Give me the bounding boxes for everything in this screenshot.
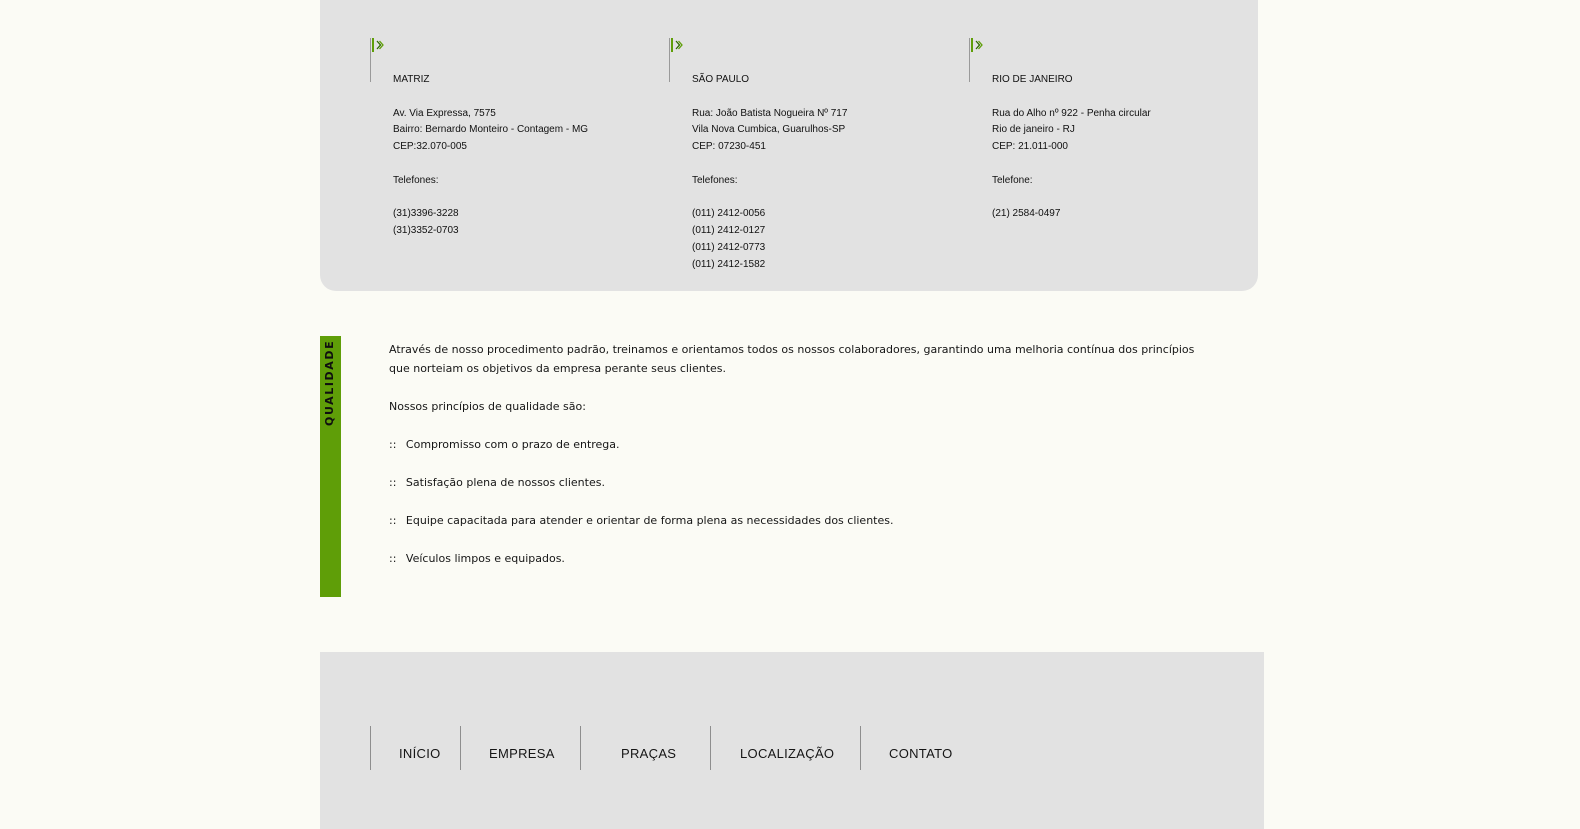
principle-text: Compromisso com o prazo de entrega. (405, 438, 620, 451)
quality-principle (389, 435, 1209, 454)
office-divider (969, 38, 970, 82)
nav-inicio[interactable] (370, 726, 460, 770)
nav-separator (370, 726, 371, 770)
nav-label[interactable]: PRAÇAS (621, 746, 677, 761)
office-title: MATRIZ (393, 74, 430, 85)
nav-separator (580, 726, 581, 770)
double-chevron-icon (971, 38, 983, 52)
quality-principles-label: Nossos princípios de qualidade são: (389, 400, 586, 413)
office-address-line: Av. Via Expressa, 7575 (393, 107, 496, 119)
principle-text: Equipe capacitada para atender e orientar de forma plena as necessidades dos clientes. (405, 514, 894, 527)
office-address-line: Vila Nova Cumbica, Guarulhos-SP (692, 124, 846, 136)
nav-pracas[interactable] (580, 726, 710, 770)
nav-label[interactable]: CONTATO (889, 746, 953, 761)
office-divider (370, 38, 371, 82)
office-phone: (011) 2412-0773 (692, 241, 766, 253)
footer (320, 652, 1264, 829)
office-phone: (011) 2412-1582 (692, 258, 766, 270)
office-phone: (011) 2412-0127 (692, 225, 766, 237)
office-divider (669, 38, 670, 82)
office-address-line: CEP: 21.011-000 (992, 141, 1068, 153)
office-address-line: Rio de janeiro - RJ (992, 124, 1075, 136)
bullet-marker: :: (389, 552, 397, 565)
quality-principle (389, 473, 1209, 492)
nav-label[interactable]: EMPRESA (489, 746, 555, 761)
quality-principle (389, 549, 1209, 568)
nav-separator (860, 726, 861, 770)
nav-label[interactable]: LOCALIZAÇÃO (740, 746, 835, 761)
offices-panel (320, 0, 1258, 291)
nav-localizacao[interactable] (710, 726, 860, 770)
office-title: SÃO PAULO (692, 74, 750, 85)
quality-intro: Através de nosso procedimento padrão, treinamos e orientamos todos os nossos colaboradores, garantindo uma melhoria contínua dos princípios que norteiam os objetivos da empresa perante seus clientes. (389, 343, 1195, 375)
nav-separator (710, 726, 711, 770)
office-phone: (21) 2584-0497 (992, 208, 1061, 220)
office-address-line: CEP: 07230-451 (692, 141, 766, 153)
quality-side-strip (320, 336, 341, 597)
office-address-line: CEP:32.070-005 (393, 141, 467, 153)
office-address-line: Bairro: Bernardo Monteiro - Contagem - MG (393, 124, 589, 136)
office-address-line: Rua do Alho nº 922 - Penha circular (992, 107, 1151, 119)
office-phones-label: Telefones: (393, 174, 439, 186)
nav-contato[interactable] (860, 726, 970, 770)
double-chevron-icon (671, 38, 683, 52)
bullet-marker: :: (389, 514, 397, 527)
principle-text: Satisfação plena de nossos clientes. (405, 476, 605, 489)
nav-separator (460, 726, 461, 770)
quality-section-title: QUALIDADE (323, 339, 336, 426)
double-chevron-icon (372, 38, 384, 52)
office-phone: (31)3352-0703 (393, 225, 459, 237)
office-phones-label: Telefone: (992, 174, 1033, 186)
quality-content (389, 340, 1209, 587)
nav-empresa[interactable] (460, 726, 580, 770)
nav-label[interactable]: INÍCIO (399, 746, 441, 761)
office-address-line: Rua: João Batista Nogueira Nº 717 (692, 107, 848, 119)
bullet-marker: :: (389, 438, 397, 451)
quality-principle (389, 511, 1209, 530)
office-phone: (31)3396-3228 (393, 208, 459, 220)
principle-text: Veículos limpos e equipados. (405, 552, 565, 565)
office-title: RIO DE JANEIRO (992, 74, 1073, 85)
office-phones-label: Telefones: (692, 174, 738, 186)
office-phone: (011) 2412-0056 (692, 208, 766, 220)
bullet-marker: :: (389, 476, 397, 489)
